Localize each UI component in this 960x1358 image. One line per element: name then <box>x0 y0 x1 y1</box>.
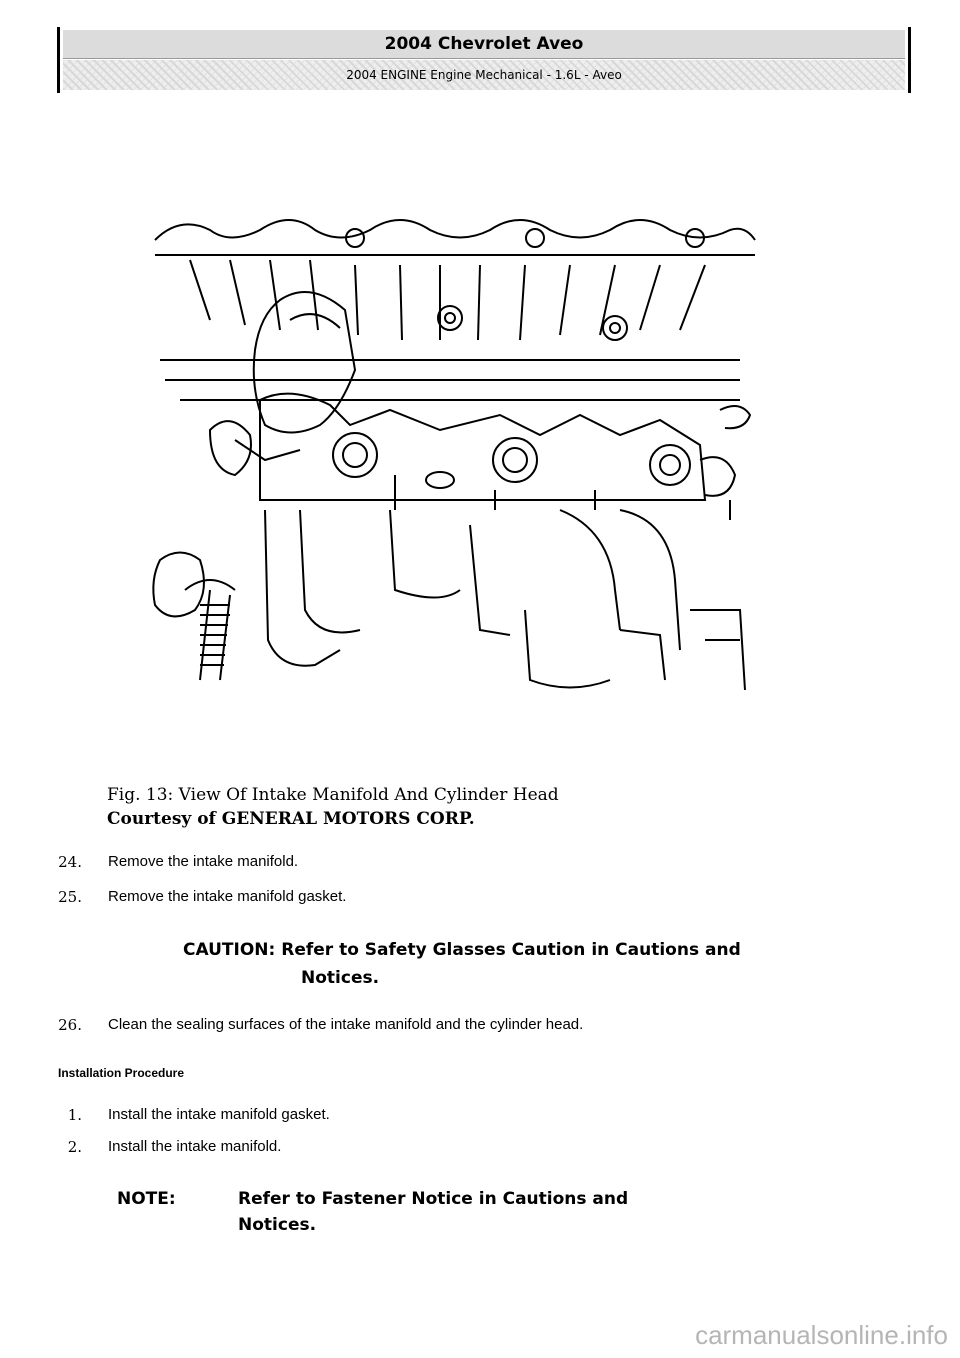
step-number: 1. <box>67 1106 82 1124</box>
step-text: Install the intake manifold gasket. <box>108 1106 330 1123</box>
caution-line-1: CAUTION: Refer to Safety Glasses Caution in Cautions and <box>183 940 741 960</box>
figure-title: Fig. 13: View Of Intake Manifold And Cylinder Head <box>107 785 559 805</box>
section-title: Installation Procedure <box>58 1066 185 1080</box>
step-number: 25. <box>58 888 82 906</box>
intake-manifold-drawing <box>140 210 760 700</box>
engine-illustration <box>140 210 760 700</box>
caution-notice <box>183 936 833 992</box>
document-title: 2004 Chevrolet Aveo <box>63 30 905 59</box>
figure-caption <box>107 783 559 831</box>
step-text: Remove the intake manifold gasket. <box>108 888 347 905</box>
page-header <box>57 27 911 93</box>
caution-line-2: Notices. <box>301 968 380 988</box>
figure-credit: Courtesy of GENERAL MOTORS CORP. <box>107 809 475 829</box>
step-text: Install the intake manifold. <box>108 1138 282 1155</box>
note-text: Refer to Fastener Notice in Cautions and Notices. <box>238 1189 629 1235</box>
step-number: 2. <box>67 1138 82 1156</box>
step-text: Remove the intake manifold. <box>108 853 299 870</box>
step-number: 26. <box>58 1016 82 1034</box>
step-number: 24. <box>58 853 82 871</box>
site-watermark: carmanualsonline.info <box>695 1320 948 1350</box>
step-text: Clean the sealing surfaces of the intake manifold and the cylinder head. <box>108 1016 584 1033</box>
note-label: NOTE: <box>117 1189 176 1209</box>
document-subtitle: 2004 ENGINE Engine Mechanical - 1.6L - Aveo <box>63 60 905 90</box>
